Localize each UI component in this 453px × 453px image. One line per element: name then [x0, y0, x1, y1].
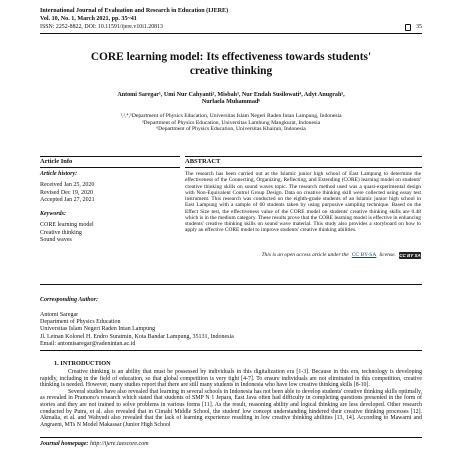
affiliations: [40, 113, 422, 133]
keywords-label: Keywords:: [40, 211, 66, 217]
footer: [40, 441, 149, 448]
info-section-rule: [40, 284, 422, 285]
footer-label: Journal homepage:: [40, 441, 89, 447]
article-title: [40, 51, 422, 78]
keyword-item: CORE learning model: [40, 222, 94, 229]
affiliation-1: ¹,²,⁴,⁵Department of Physics Education, Universitas Islam Negeri Raden Intan Lampung, Indonesia: [120, 113, 342, 119]
author-line-2: Nurlaela Muhammad⁶: [201, 99, 261, 106]
license-link[interactable]: CC BY-SA: [351, 252, 377, 258]
article-info-rule-top: [40, 156, 180, 157]
page-number-group: [405, 24, 422, 31]
affiliation-3: ⁶Department of Physics Education, Universitas Khairun, Indonesia: [156, 126, 306, 133]
license-line: [185, 252, 421, 259]
volume-info: Vol. 10, No. 1, March 2021, pp. 35~41: [40, 15, 137, 22]
article-history: [40, 171, 180, 204]
article-info-rule-bottom: [40, 167, 180, 168]
keyword-item: Creative thinking: [40, 229, 82, 236]
author-list: [40, 92, 422, 107]
intro-paragraph-2: Several studies have also revealed that learning in several schools in Indonesia has not been able to develop students' creative thinking skills optimally, as revealed in Pramono's research which stated that students of SMP N 1 Jepara, East Java often had difficulty in completing questions presented in the form of stories and they are not trained to solve problems in various forms [11]. As the result, reasoning ability and logical thinking are less developed. Other research conducted by Putra, et al. also revealed that in Cimahi Middle School, the student' low concept understanding hindered their creative thinking processes [12]. Akmalia, et al. and Wahyudi also revealed that the lack of learning experience resulting in low creative thinking abilities [13, 14]. According to Mawarni and Angraeni, MTs N Model Makassar (Junior High School: [40, 388, 422, 428]
affiliation-2: ³Department of Physics Education, Universitas Lambung Mangkurat, Indonesia: [141, 119, 321, 126]
journal-homepage-link[interactable]: http://ijere.iaescore.com: [90, 441, 149, 447]
accepted-date: Accepted Jan 27, 2021: [40, 196, 95, 203]
intro-paragraph-1: Creative thinking is an ability that must be possessed by individuals in this digitalization era [1-3]. Because in this era, technology is developing rapidly, including in the field of education, so that global competition is very tight [4-7]. To ensure individuals are not eliminated in this competition, creative thinking is needed. However, many studies report that there are still many students in Indonesia who have low creative thinking skills [8-10].: [40, 369, 422, 389]
corresponding-author-dept: Department of Physics Education: [40, 319, 121, 326]
abstract-rule-top: [185, 156, 422, 157]
corresponding-author-address: Jl. Letnan Kolonel H. Endro Suratmin, Kota Bandar Lampung, 35131, Indonesia: [40, 333, 234, 340]
received-date: Received Jan 25, 2020: [40, 182, 95, 189]
corresponding-author-heading: Corresponding Author:: [40, 297, 98, 303]
abstract-rule-bottom: [185, 167, 422, 168]
page-number: 35: [416, 24, 422, 30]
abstract-text: The research has been carried out at the Islamic junior high school of East Lampung to determine the effectiveness of the Connecting, Organizing, Reflecting, and Extending (CORE) learning model on students' creative thinking skills on sound waves topic. The research method used was a quasi-experimental design with Non-Equivalent Control Group Design. Data on creative thinking skill were collected using essay test instrument. This research was conducted on the eighth-grade students of an Islamic junior high school in East Lampung with a sample of 60 students taken by using purposive sampling technique. Based on the Effect Size test, the effectiveness value of the CORE model on students' creative thinking skills are 0.48 which is in the medium category. These results prove that the CORE learning model is effective in enhancing students' creative thinking skills on sound wave material. This study also provides a storyboard on how to apply an effective CORE model to improve students' creative thinking abilities.: [185, 171, 421, 234]
cc-license-badge[interactable]: CC BY SA: [399, 253, 421, 258]
corresponding-author-univ: Universitas Islam Negeri Raden Intan Lampung: [40, 326, 156, 333]
open-access-icon: [405, 24, 411, 31]
corresponding-rule: [40, 350, 422, 351]
issn-doi: ISSN: 2252-8822, DOI: 10.11591/ijere.v10i1.20813: [40, 24, 163, 30]
article-title-line-1: CORE learning model: Its effectiveness towards students': [90, 51, 372, 63]
corresponding-author-name: Antomi Saregar: [40, 312, 79, 318]
article-title-line-2: creative thinking: [189, 64, 273, 77]
author-line-1: Antomi Saregar¹, Umi Nur Cahyanti², Misbah³, Nur Endah Susilowati⁴, Adyt Anugrah⁵,: [117, 92, 345, 98]
introduction-heading: 1. INTRODUCTION: [54, 360, 111, 367]
issn-doi-row: [40, 24, 422, 31]
article-info-heading: Article Info: [40, 158, 73, 165]
corresponding-author-details: [40, 312, 420, 348]
keywords-block: [40, 211, 180, 244]
keyword-item: Sound waves: [40, 236, 72, 243]
revised-date: Revised Dec 19, 2020: [40, 189, 93, 196]
introduction-body: [40, 369, 422, 428]
header-rule: [40, 33, 422, 34]
footer-rule: [40, 437, 422, 438]
abstract-heading: ABSTRACT: [185, 158, 221, 165]
journal-name: International Journal of Evaluation and Research in Education (IJERE): [40, 8, 229, 14]
license-text: This is an open access article under the: [261, 252, 349, 258]
history-label: Article history:: [40, 171, 78, 177]
license-end: license.: [379, 252, 396, 258]
corresponding-author-email[interactable]: Email: antomisaregar@radenintan.ac.id: [40, 340, 136, 347]
